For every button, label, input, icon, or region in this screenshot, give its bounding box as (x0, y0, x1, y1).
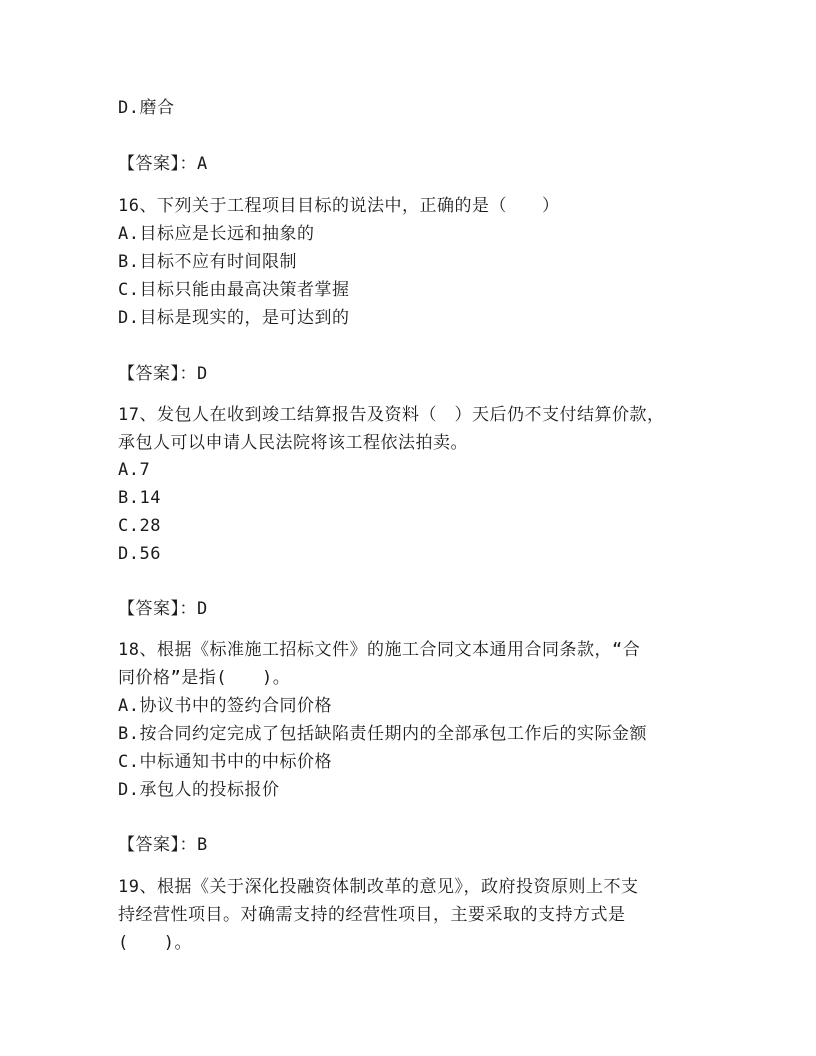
q16-answer: 【答案】：D (118, 364, 208, 384)
q19-stem-line-3: ( )。 (118, 933, 192, 953)
q16-stem: 16、下列关于工程项目目标的说法中，正确的是（ ） (118, 196, 560, 216)
q18-answer: 【答案】：B (118, 835, 208, 855)
q16-option-c: C.目标只能由最高决策者掌握 (118, 280, 350, 300)
prev-answer: 【答案】：A (118, 154, 208, 174)
q16-option-a: A.目标应是长远和抽象的 (118, 224, 315, 244)
q17-option-c: C.28 (118, 516, 161, 536)
q18-option-d: D.承包人的投标报价 (118, 780, 280, 800)
q17-stem-line-1: 17、发包人在收到竣工结算报告及资料（ ）天后仍不支付结算价款， (118, 405, 665, 425)
q17-option-a: A.7 (118, 460, 151, 480)
q17-option-b: B.14 (118, 488, 161, 508)
q16-option-d: D.目标是现实的，是可达到的 (118, 308, 350, 328)
q18-stem-line-2: 同价格”是指( )。 (118, 668, 291, 688)
q18-stem-line-1: 18、根据《标准施工招标文件》的施工合同文本通用合同条款，“合 (118, 640, 641, 660)
q18-option-a: A.协议书中的签约合同价格 (118, 696, 332, 716)
q17-option-d: D.56 (118, 544, 161, 564)
q17-answer: 【答案】：D (118, 599, 208, 619)
q18-option-c: C.中标通知书中的中标价格 (118, 752, 332, 772)
q19-stem-line-1: 19、根据《关于深化投融资体制改革的意见》，政府投资原则上不支 (118, 877, 639, 897)
q19-stem-line-2: 持经营性项目。对确需支持的经营性项目，主要采取的支持方式是 (118, 905, 626, 925)
prev-option-d: D.磨合 (118, 98, 175, 118)
q16-option-b: B.目标不应有时间限制 (118, 252, 297, 272)
q18-option-b: B.按合同约定完成了包括缺陷责任期内的全部承包工作后的实际金额 (118, 724, 647, 744)
q17-stem-line-2: 承包人可以申请人民法院将该工程依法拍卖。 (118, 433, 468, 453)
